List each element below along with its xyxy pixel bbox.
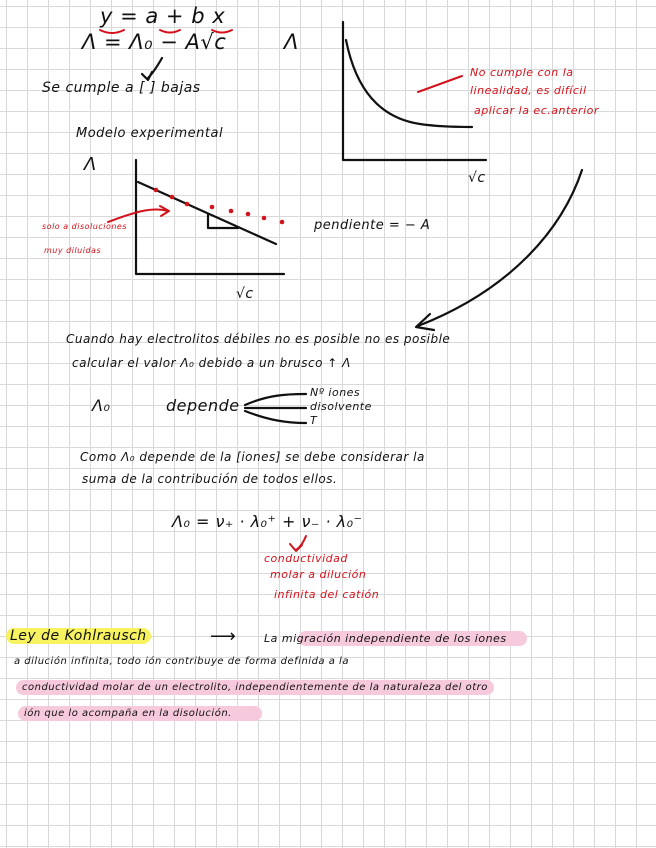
plot1-x-label: √c xyxy=(468,170,486,186)
plot2-point xyxy=(185,202,190,207)
sum-formula: Λ₀ = ν₊ · λ₀⁺ + ν₋ · λ₀⁻ xyxy=(172,512,363,531)
kohlrausch-line-4: ión que lo acompaña en la disolución. xyxy=(24,708,232,719)
sum-red-2: molar a dilución xyxy=(270,568,367,581)
plot2-point xyxy=(246,212,251,217)
kohlrausch-line-2: a dilución infinita, todo ión contribuye de forma definida a la xyxy=(14,656,349,667)
weak-line-1: Cuando hay electrolitos débiles no es posible no es posible xyxy=(66,332,451,346)
equation-lambda: Λ = Λ₀ − A√c xyxy=(82,30,227,54)
note-red-left-2: muy diluidas xyxy=(44,246,102,255)
kohlrausch-arrow: ⟶ xyxy=(210,626,237,647)
plot1-curve xyxy=(346,40,472,127)
kohlrausch-line-3: conductividad molar de un electrolito, independientemente de la naturaleza del otro xyxy=(22,682,488,693)
note-modelo: Modelo experimental xyxy=(76,126,224,141)
plot2-point xyxy=(154,188,159,193)
kohlrausch-line-1-wrap xyxy=(258,630,531,647)
eq-arrow-head xyxy=(142,72,152,80)
sum-line-2: suma de la contribución de todos ellos. xyxy=(82,472,338,486)
plot1-axes xyxy=(343,22,486,160)
kohlrausch-line-1: La migración independiente de los iones xyxy=(264,632,507,645)
sum-red-3: infinita del catión xyxy=(274,588,380,601)
depende-lambda: Λ₀ xyxy=(92,396,111,415)
formula-red-arrow xyxy=(296,536,306,550)
plot2-y-label: Λ xyxy=(84,154,97,175)
plot2-x-label: √c xyxy=(236,286,254,302)
plot2-point xyxy=(210,205,215,210)
kohlrausch-line-3-wrap xyxy=(16,680,494,695)
depende-branch-1 xyxy=(245,394,306,405)
plot2-point xyxy=(229,209,234,214)
sum-red-1: conductividad xyxy=(264,552,348,565)
kohlrausch-title: Ley de Kohlrausch xyxy=(6,628,151,644)
note-red-right-2: linealidad, es difícil xyxy=(470,84,587,97)
depende-branch-3 xyxy=(245,411,306,423)
plot2-point xyxy=(280,220,285,225)
sum-line-1: Como Λ₀ depende de la [iones] se debe considerar la xyxy=(80,450,425,464)
note-red-left-1: solo a disoluciones xyxy=(42,222,127,231)
depende-item-disolvente: disolvente xyxy=(310,400,372,413)
plot2-point xyxy=(262,216,267,221)
plot2-red-arrow xyxy=(108,209,168,222)
depende-label: depende xyxy=(166,396,240,415)
plot2-line xyxy=(138,182,276,244)
equation-lambda-label: Λ xyxy=(284,30,299,54)
plot2-axes xyxy=(136,160,284,274)
big-arrow xyxy=(418,170,582,326)
note-se-cumple: Se cumple a [ ] bajas xyxy=(42,80,201,96)
kohlrausch-line-4-wrap xyxy=(18,706,262,721)
depende-item-iones: Nº iones xyxy=(310,386,361,399)
weak-line-2: calcular el valor Λ₀ debido a un brusco ↑ Λ xyxy=(72,356,351,370)
plot2-point xyxy=(170,195,175,200)
plot1-red-arrow xyxy=(418,76,462,92)
note-red-right-1: No cumple con la xyxy=(470,66,574,79)
equation-linear: y = a + b x xyxy=(100,4,226,28)
note-pendiente: pendiente = − A xyxy=(314,218,431,233)
note-red-right-3: aplicar la ec.anterior xyxy=(474,104,599,117)
depende-item-T: T xyxy=(310,414,318,427)
